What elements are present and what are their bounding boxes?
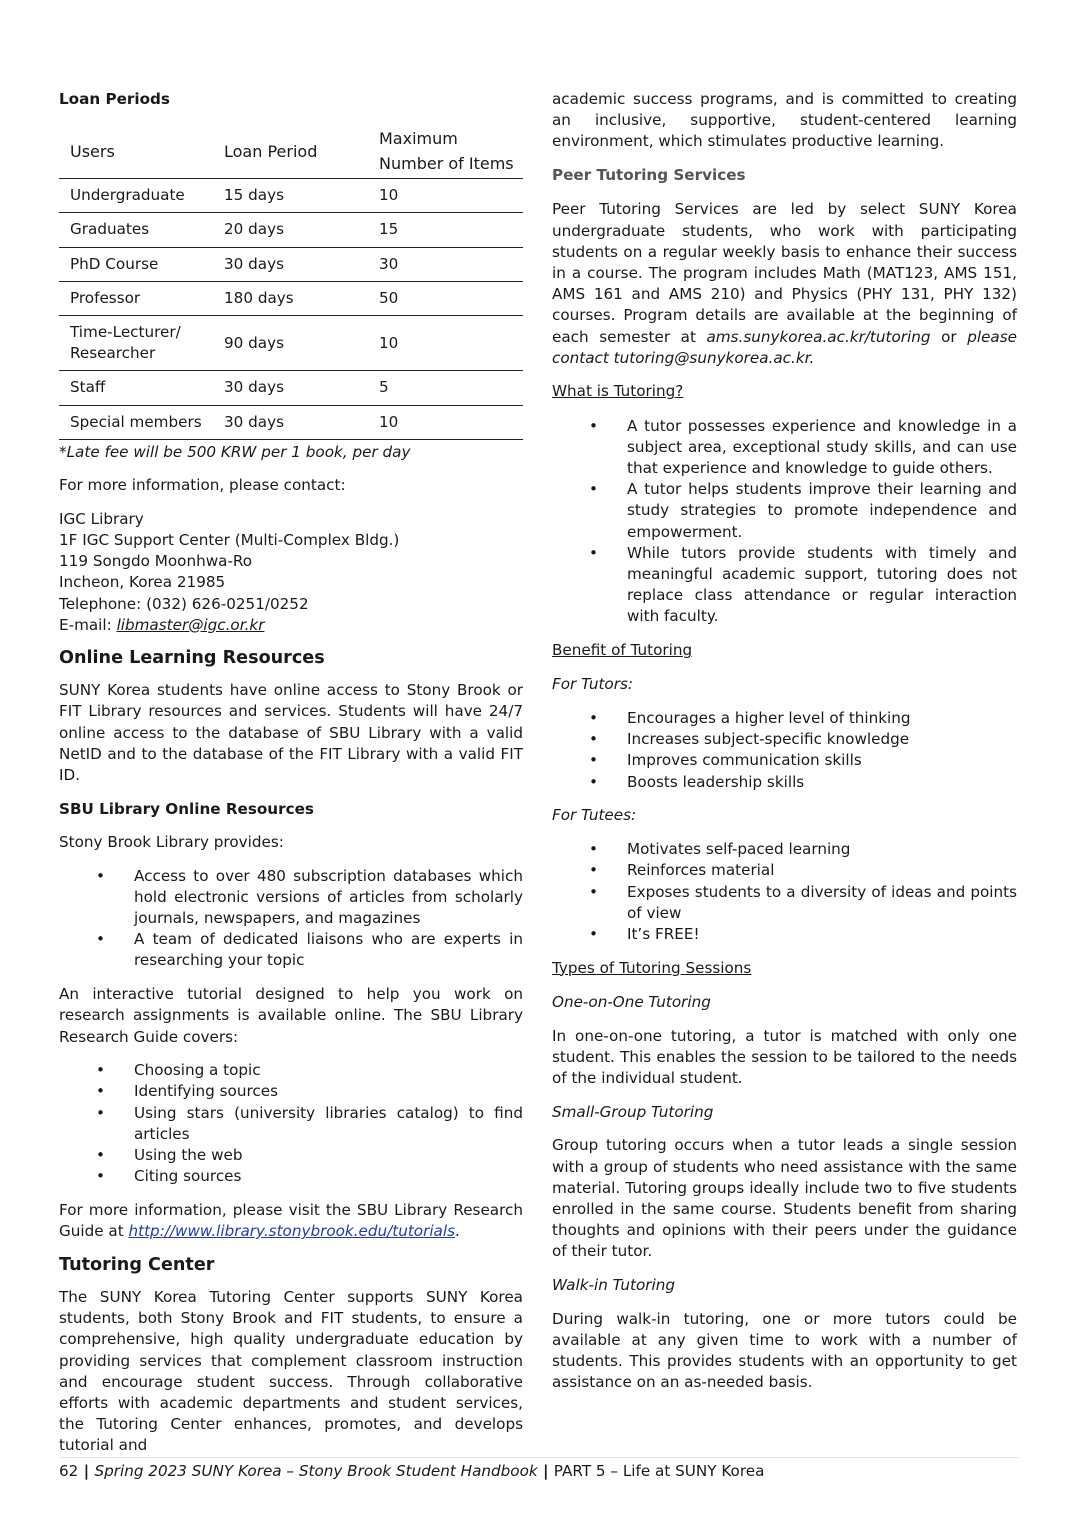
walk-in-paragraph: During walk-in tutoring, one or more tutors could be available at any given time to work with a number of students. This provides students with an opportunity to get assistance on an as-needed basis. — [552, 1309, 1017, 1392]
table-row — [59, 247, 523, 281]
sbu-provides-list — [59, 866, 523, 972]
page-number: 62 — [59, 1462, 79, 1480]
email-link[interactable]: libmaster@igc.or.kr — [116, 615, 265, 634]
research-guide-list — [59, 1060, 523, 1187]
table-row — [59, 405, 523, 439]
types-heading: Types of Tutoring Sessions — [552, 958, 752, 977]
list-item: • Choosing a topic — [59, 1060, 523, 1081]
loan-periods-heading: Loan Periods — [59, 90, 170, 108]
table-header: Maximum Number of Items — [379, 129, 514, 174]
tutoring-contact: please contact tutoring@sunykorea.ac.kr. — [552, 327, 1017, 367]
list-item: • Identifying sources — [59, 1081, 523, 1102]
email-line: E-mail: libmaster@igc.or.kr — [59, 615, 265, 634]
table-cell: 15 days — [213, 179, 368, 213]
library-address — [59, 509, 523, 636]
footer-separator: | — [78, 1462, 95, 1480]
table-header-row — [59, 122, 523, 179]
loan-periods-table — [59, 122, 523, 440]
table-row — [59, 281, 523, 315]
list-item: • Increases subject-specific knowledge — [552, 729, 1017, 750]
address-line: 1F IGC Support Center (Multi-Complex Bldg.) — [59, 530, 400, 549]
table-cell: Undergraduate — [59, 179, 213, 213]
table-cell: 15 — [368, 213, 523, 247]
address-line: IGC Library — [59, 509, 144, 528]
table-cell: Time-Lecturer/ Researcher — [59, 316, 213, 371]
tutoring-center-heading: Tutoring Center — [59, 1254, 215, 1275]
list-item: • Exposes students to a diversity of ideas and points of view — [552, 882, 1017, 924]
table-cell: Professor — [59, 281, 213, 315]
table-cell: 90 days — [213, 316, 368, 371]
handbook-title: Spring 2023 SUNY Korea – Stony Brook Student Handbook — [94, 1462, 538, 1480]
list-item: • Motivates self-paced learning — [552, 839, 1017, 860]
table-cell: 30 — [368, 247, 523, 281]
list-item: • A team of dedicated liaisons who are experts in researching your topic — [59, 929, 523, 971]
table-cell: 30 days — [213, 247, 368, 281]
table-cell: Graduates — [59, 213, 213, 247]
table-row — [59, 371, 523, 405]
tutoring-center-paragraph: The SUNY Korea Tutoring Center supports SUNY Korea students, both Stony Brook and FIT students, to ensure a comprehensive, high quality undergraduate education by providing services that complement classroom instruction and encourage student success. Through collaborative efforts with academic departments and student services, the Tutoring Center enhances, promotes, and develops tutorial and — [59, 1288, 523, 1455]
what-is-tutoring-heading: What is Tutoring? — [552, 382, 684, 401]
left-column — [59, 89, 523, 1469]
tutorial-paragraph: An interactive tutorial designed to help you work on research assignments is available online. The SBU Library Research Guide covers: — [59, 985, 523, 1046]
table-cell: PhD Course — [59, 247, 213, 281]
list-item: • Using stars (university libraries catalog) to find articles — [59, 1103, 523, 1145]
table-cell: Special members — [59, 405, 213, 439]
sbu-resources-heading: SBU Library Online Resources — [59, 799, 314, 818]
table-row — [59, 316, 523, 371]
footer-separator: | — [537, 1462, 554, 1480]
right-column — [552, 89, 1017, 1406]
address-line: 119 Songdo Moonhwa-Ro — [59, 552, 253, 571]
online-resources-paragraph: SUNY Korea students have online access to Stony Brook or FIT Library resources and services. Students will have 24/7 online access to the database of SBU Library with a valid NetID and to the database of the FIT Library with a valid FIT ID. — [59, 681, 523, 784]
list-item: • Reinforces material — [552, 860, 1017, 881]
table-row — [59, 179, 523, 213]
small-group-paragraph: Group tutoring occurs when a tutor leads a single session with a group of students who need assistance with the same material. Tutoring groups ideally include two to five students enrolled in the same course. Students benefit from sharing thoughts and opinions with their peers under the guidance of their tutor. — [552, 1136, 1017, 1261]
contact-intro: For more information, please contact: — [59, 476, 346, 495]
table-cell: 30 days — [213, 371, 368, 405]
table-cell: 50 — [368, 281, 523, 315]
online-resources-heading: Online Learning Resources — [59, 647, 325, 668]
table-cell: 10 — [368, 179, 523, 213]
table-cell: 5 — [368, 371, 523, 405]
list-item: • Using the web — [59, 1145, 523, 1166]
list-item: • Boosts leadership skills — [552, 772, 1017, 793]
list-item: • While tutors provide students with timely and meaningful academic support, tutoring does not replace class attendance or regular interaction with faculty. — [552, 543, 1017, 628]
table-header: Loan Period — [224, 141, 318, 161]
part-title: PART 5 – Life at SUNY Korea — [553, 1462, 765, 1480]
one-on-one-heading: One-on-One Tutoring — [552, 992, 711, 1011]
research-guide-paragraph: For more information, please visit the SBU Library Research Guide at http://www.library.stonybrook.edu/tutorials. — [59, 1200, 523, 1241]
list-item: • Citing sources — [59, 1166, 523, 1187]
list-item: • A tutor helps students improve their learning and study strategies to promote independence and empowerment. — [552, 479, 1017, 543]
list-item: • Improves communication skills — [552, 750, 1017, 771]
one-on-one-paragraph: In one-on-one tutoring, a tutor is matched with only one student. This enables the session to be tailored to the needs of the individual student. — [552, 1026, 1017, 1087]
walk-in-heading: Walk-in Tutoring — [552, 1276, 676, 1295]
tutoring-url: ams.sunykorea.ac.kr/tutoring — [706, 327, 931, 346]
page-footer — [59, 1461, 764, 1482]
address-line: Telephone: (032) 626-0251/0252 — [59, 594, 309, 613]
sbu-intro: Stony Brook Library provides: — [59, 832, 284, 851]
for-tutees-list — [552, 839, 1017, 945]
table-cell: 10 — [368, 316, 523, 371]
address-line: Incheon, Korea 21985 — [59, 573, 226, 592]
footer-divider — [59, 1457, 1019, 1458]
for-tutors-list — [552, 708, 1017, 793]
peer-tutoring-heading: Peer Tutoring Services — [552, 166, 746, 185]
table-cell: 180 days — [213, 281, 368, 315]
tutoring-center-continued: academic success programs, and is committed to creating an inclusive, supportive, student-centered learning environment, which stimulates productive learning. — [552, 90, 1017, 151]
table-row — [59, 213, 523, 247]
table-cell: 30 days — [213, 405, 368, 439]
small-group-heading: Small-Group Tutoring — [552, 1102, 714, 1121]
list-item: • Access to over 480 subscription databases which hold electronic versions of articles from scholarly journals, newspapers, and magazines — [59, 866, 523, 930]
table-cell: 20 days — [213, 213, 368, 247]
list-item: • It’s FREE! — [552, 924, 1017, 945]
list-item: • A tutor possesses experience and knowledge in a subject area, exceptional study skills, and can use that experience and knowledge to guide others. — [552, 416, 1017, 480]
peer-tutoring-paragraph: Peer Tutoring Services are led by select SUNY Korea undergraduate students, who work with participating students on a regular weekly basis to enhance their success in a course. The program includes Math (MAT123, AMS 151, AMS 161 and AMS 210) and Physics (PHY 131, PHY 132) courses. Program details are available at the beginning of each semester at ams.sunykorea.ac.kr/tutoring or please contact tutoring@sunykorea.ac.kr. — [552, 200, 1017, 367]
table-header: Users — [70, 141, 115, 161]
table-cell: 10 — [368, 405, 523, 439]
list-item: • Encourages a higher level of thinking — [552, 708, 1017, 729]
benefit-heading: Benefit of Tutoring — [552, 641, 693, 660]
research-guide-link[interactable]: http://www.library.stonybrook.edu/tutorials — [128, 1222, 455, 1241]
table-cell: Staff — [59, 371, 213, 405]
for-tutors-heading: For Tutors: — [552, 675, 633, 694]
for-tutees-heading: For Tutees: — [552, 806, 637, 825]
late-fee-note: *Late fee will be 500 KRW per 1 book, per day — [59, 442, 411, 461]
what-is-tutoring-list — [552, 416, 1017, 628]
